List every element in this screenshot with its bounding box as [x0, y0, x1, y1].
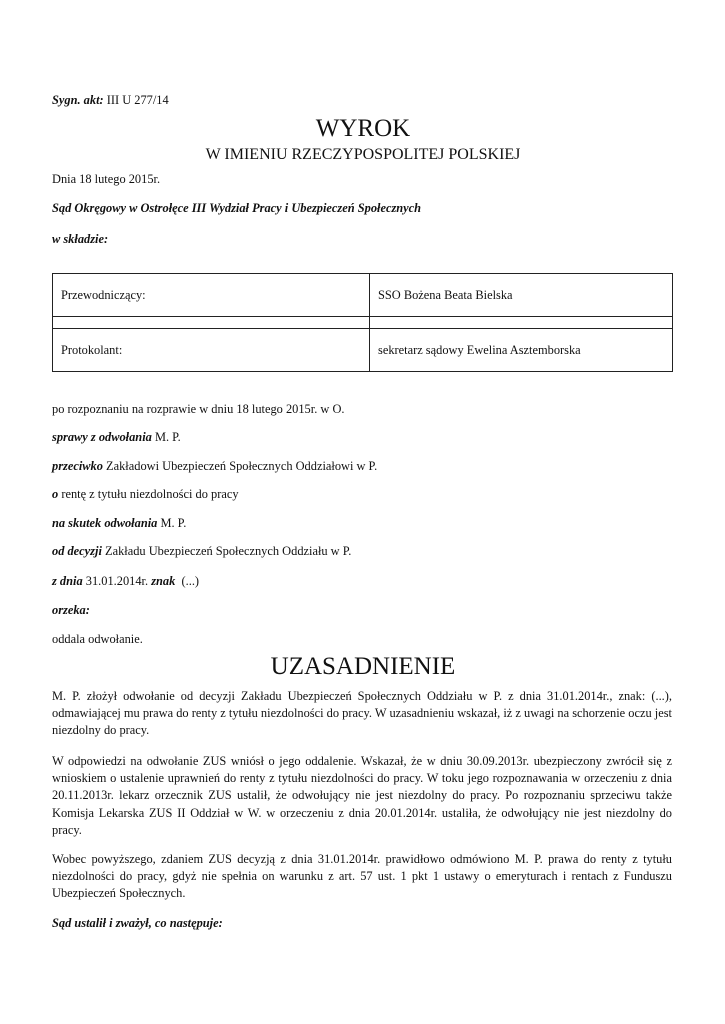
decision-date-label: z dnia: [52, 574, 83, 588]
ruling-label: orzeka:: [52, 603, 90, 617]
composition-row: [53, 329, 673, 372]
decision-sign-value: (...): [181, 574, 200, 588]
judgment-date: Dnia 18 lutego 2015r.: [52, 172, 161, 186]
decision-date-value: 31.01.2014r.: [85, 574, 149, 588]
case-field-value: M. P.: [154, 430, 181, 444]
case-field: [52, 487, 239, 502]
case-field: [52, 459, 377, 474]
composition-spacer-row: [53, 317, 673, 329]
composition-person: sekretarz sądowy Ewelina Asztemborska: [370, 329, 673, 372]
composition-label: w składzie:: [52, 232, 109, 246]
justification-paragraph: M. P. złożył odwołanie od decyzji Zakładu Ubezpieczeń Społecznych Oddziału w P. z dnia 31.01.2014r., znak: (...), odmawiającej mu prawa do renty z tytułu niezdolności do pracy. W uzasadnieniu wskazał, iż z uwagi na schorzenie oczu jest niezdolny do pracy.: [52, 689, 672, 738]
decision-date-field: [52, 574, 199, 589]
case-field-value: Zakładowi Ubezpieczeń Społecznych Oddziałowi w P.: [106, 459, 378, 473]
justification-paragraph: W odpowiedzi na odwołanie ZUS wniósł o jego oddalenie. Wskazał, że w dniu 30.09.2013r. ubezpieczony zwrócił się z wnioskiem o ustalenie uprawnień do renty z tytułu niezdolności do pracy. W toku jego rozpoznawania w orzeczeniu z dnia 20.11.2013r. lekarz orzecznik ZUS ustalił, że odwołujący nie jest niezdolny do pracy. Po rozpoznaniu sprzeciwu także Komisja Lekarska ZUS II Oddział w W. w orzeczeniu z dnia 20.01.2014r. ustaliła, że odwołujący nie jest niezdolny do pracy.: [52, 754, 672, 837]
composition-row: [53, 274, 673, 317]
case-field-label: od decyzji: [52, 544, 102, 558]
case-field: [52, 516, 186, 531]
hearing-line: po rozpoznaniu na rozprawie w dniu 18 lutego 2015r. w O.: [52, 402, 345, 416]
composition-spacer-cell: [53, 317, 370, 329]
decision-sign-label: znak: [151, 574, 176, 588]
document-title: WYROK: [315, 115, 411, 142]
composition-spacer-cell: [370, 317, 673, 329]
ruling-text: oddala odwołanie.: [52, 632, 143, 646]
case-field: [52, 544, 351, 559]
composition-role: Protokolant:: [53, 329, 370, 372]
case-field-label: przeciwko: [52, 459, 103, 473]
case-field-value: rentę z tytułu niezdolności do pracy: [61, 487, 239, 501]
court-name: Sąd Okręgowy w Ostrołęce III Wydział Pracy i Ubezpieczeń Społecznych: [52, 201, 422, 215]
case-field-value: Zakładu Ubezpieczeń Społecznych Oddziału w P.: [105, 544, 352, 558]
composition-role: Przewodniczący:: [53, 274, 370, 317]
case-signature-value: III U 277/14: [106, 93, 169, 107]
case-field: [52, 430, 181, 445]
composition-table: [52, 273, 673, 372]
case-field-value: M. P.: [160, 516, 187, 530]
case-signature: [52, 93, 169, 108]
case-signature-label: Sygn. akt:: [52, 93, 104, 107]
case-field-label: o: [52, 487, 59, 501]
document-subtitle: W IMIENIU RZECZYPOSPOLITEJ POLSKIEJ: [205, 146, 521, 163]
closing-heading: Sąd ustalił i zważył, co następuje:: [52, 916, 223, 930]
justification-title: UZASADNIENIE: [270, 653, 456, 680]
composition-person: SSO Bożena Beata Bielska: [370, 274, 673, 317]
case-field-label: sprawy z odwołania: [52, 430, 152, 444]
case-field-label: na skutek odwołania: [52, 516, 158, 530]
justification-paragraph: Wobec powyższego, zdaniem ZUS decyzją z dnia 31.01.2014r. prawidłowo odmówiono M. P. prawa do renty z tytułu niezdolności do pracy, gdyż nie spełnia on warunku z art. 57 ust. 1 pkt 1 ustawy o emeryturach i rentach z Funduszu Ubezpieczeń Społecznych.: [52, 852, 672, 901]
